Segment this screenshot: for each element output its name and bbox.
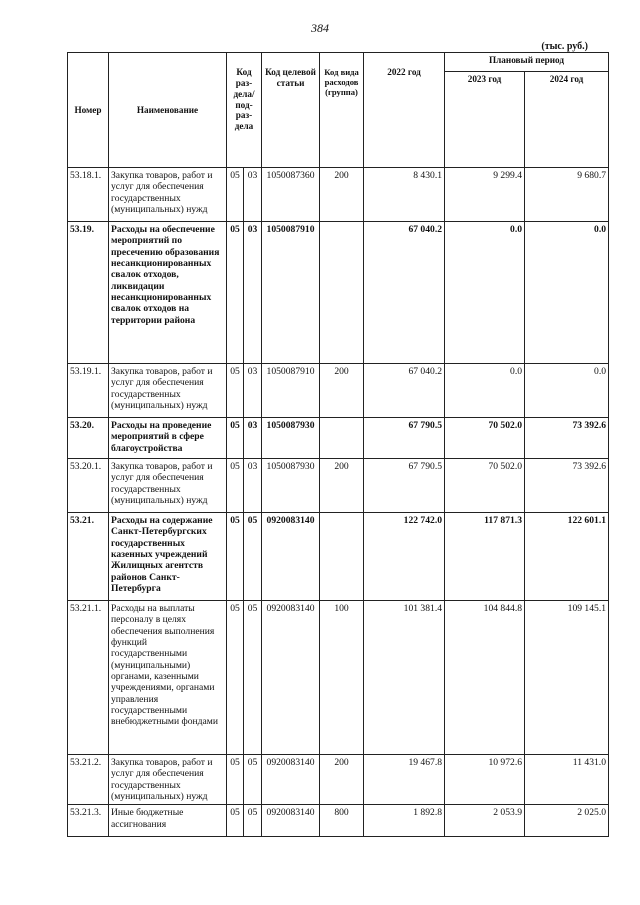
row-2022: 67 790.5 <box>364 418 445 459</box>
row-name: Иные бюджетные ассигнования <box>109 805 227 837</box>
row-subsection: 03 <box>244 222 262 364</box>
table-row <box>68 805 609 837</box>
row-2023: 104 844.8 <box>445 601 525 755</box>
row-2023: 70 502.0 <box>445 418 525 459</box>
row-section: 05 <box>227 168 244 222</box>
row-2023: 117 871.3 <box>445 513 525 601</box>
header-2024: 2024 год <box>525 71 609 167</box>
row-name: Расходы на выплаты персоналу в целях обеспечения выполнения функций государственными (муниципальными) органами, казенными учреждениями, органами управления государственными внебюджетными фондами <box>109 601 227 755</box>
row-target: 0920083140 <box>262 805 320 837</box>
row-target: 1050087910 <box>262 364 320 418</box>
row-number: 53.18.1. <box>68 168 109 222</box>
row-type: 200 <box>320 168 364 222</box>
row-subsection: 03 <box>244 418 262 459</box>
row-name: Закупка товаров, работ и услуг для обеспечения государственных (муниципальных) нужд <box>109 364 227 418</box>
row-2022: 67 040.2 <box>364 364 445 418</box>
table-row <box>68 364 609 418</box>
row-number: 53.20. <box>68 418 109 459</box>
row-2023: 0.0 <box>445 222 525 364</box>
row-type: 200 <box>320 755 364 805</box>
header-target: Код целевой статьи <box>262 53 320 168</box>
row-2024: 11 431.0 <box>525 755 609 805</box>
row-target: 1050087910 <box>262 222 320 364</box>
row-number: 53.19. <box>68 222 109 364</box>
row-name: Закупка товаров, работ и услуг для обеспечения государственных (муниципальных) нужд <box>109 755 227 805</box>
row-subsection: 03 <box>244 364 262 418</box>
row-2022: 8 430.1 <box>364 168 445 222</box>
row-number: 53.21. <box>68 513 109 601</box>
row-2024: 0.0 <box>525 364 609 418</box>
row-subsection: 05 <box>244 755 262 805</box>
row-2023: 2 053.9 <box>445 805 525 837</box>
row-2023: 9 299.4 <box>445 168 525 222</box>
header-2022: 2022 год <box>364 53 445 168</box>
row-section: 05 <box>227 418 244 459</box>
table-row <box>68 222 609 364</box>
budget-table <box>67 52 609 837</box>
row-subsection: 05 <box>244 513 262 601</box>
row-2022: 1 892.8 <box>364 805 445 837</box>
row-type: 200 <box>320 459 364 513</box>
row-number: 53.21.1. <box>68 601 109 755</box>
header-planned-period: Плановый период <box>445 53 609 72</box>
row-target: 0920083140 <box>262 755 320 805</box>
row-subsection: 03 <box>244 168 262 222</box>
row-2024: 109 145.1 <box>525 601 609 755</box>
page-number: 384 <box>311 21 329 35</box>
row-name: Закупка товаров, работ и услуг для обеспечения государственных (муниципальных) нужд <box>109 168 227 222</box>
row-target: 1050087930 <box>262 418 320 459</box>
header-number: Номер <box>68 53 109 168</box>
row-2022: 19 467.8 <box>364 755 445 805</box>
row-section: 05 <box>227 513 244 601</box>
row-subsection: 05 <box>244 601 262 755</box>
row-2022: 101 381.4 <box>364 601 445 755</box>
row-section: 05 <box>227 601 244 755</box>
row-name: Расходы на обеспечение мероприятий по пресечению образования несанкционированных свалок отходов, ликвидации несанкционированных свалок отходов на территории района <box>109 222 227 364</box>
table-row <box>68 168 609 222</box>
header-2023: 2023 год <box>445 71 525 167</box>
row-type <box>320 222 364 364</box>
header-name: Наименование <box>109 53 227 168</box>
header-section: Код раз-дела/ под-раз-дела <box>227 53 262 168</box>
row-number: 53.20.1. <box>68 459 109 513</box>
table-row <box>68 418 609 459</box>
row-type <box>320 513 364 601</box>
row-section: 05 <box>227 459 244 513</box>
row-type <box>320 418 364 459</box>
row-type: 800 <box>320 805 364 837</box>
row-type: 200 <box>320 364 364 418</box>
table-row <box>68 755 609 805</box>
row-2024: 9 680.7 <box>525 168 609 222</box>
row-name: Расходы на содержание Санкт-Петербургских государственных казенных учреждений Жилищных агентств районов Санкт-Петербурга <box>109 513 227 601</box>
row-2024: 73 392.6 <box>525 418 609 459</box>
row-section: 05 <box>227 364 244 418</box>
row-target: 1050087930 <box>262 459 320 513</box>
row-2024: 0.0 <box>525 222 609 364</box>
row-2023: 10 972.6 <box>445 755 525 805</box>
row-2023: 0.0 <box>445 364 525 418</box>
row-number: 53.21.2. <box>68 755 109 805</box>
row-number: 53.21.3. <box>68 805 109 837</box>
row-name: Расходы на проведение мероприятий в сфере благоустройства <box>109 418 227 459</box>
row-type: 100 <box>320 601 364 755</box>
row-number: 53.19.1. <box>68 364 109 418</box>
row-target: 0920083140 <box>262 513 320 601</box>
row-2023: 70 502.0 <box>445 459 525 513</box>
row-target: 1050087360 <box>262 168 320 222</box>
row-section: 05 <box>227 805 244 837</box>
units-label: (тыс. руб.) <box>541 41 588 52</box>
row-name: Закупка товаров, работ и услуг для обеспечения государственных (муниципальных) нужд <box>109 459 227 513</box>
table-row <box>68 513 609 601</box>
row-2022: 122 742.0 <box>364 513 445 601</box>
row-subsection: 05 <box>244 805 262 837</box>
table-row <box>68 601 609 755</box>
row-2024: 73 392.6 <box>525 459 609 513</box>
row-2024: 122 601.1 <box>525 513 609 601</box>
header-expense-type: Код вида расходов (группа) <box>320 53 364 168</box>
row-2024: 2 025.0 <box>525 805 609 837</box>
table-row <box>68 459 609 513</box>
row-subsection: 03 <box>244 459 262 513</box>
row-section: 05 <box>227 755 244 805</box>
row-section: 05 <box>227 222 244 364</box>
row-2022: 67 040.2 <box>364 222 445 364</box>
row-2022: 67 790.5 <box>364 459 445 513</box>
row-target: 0920083140 <box>262 601 320 755</box>
